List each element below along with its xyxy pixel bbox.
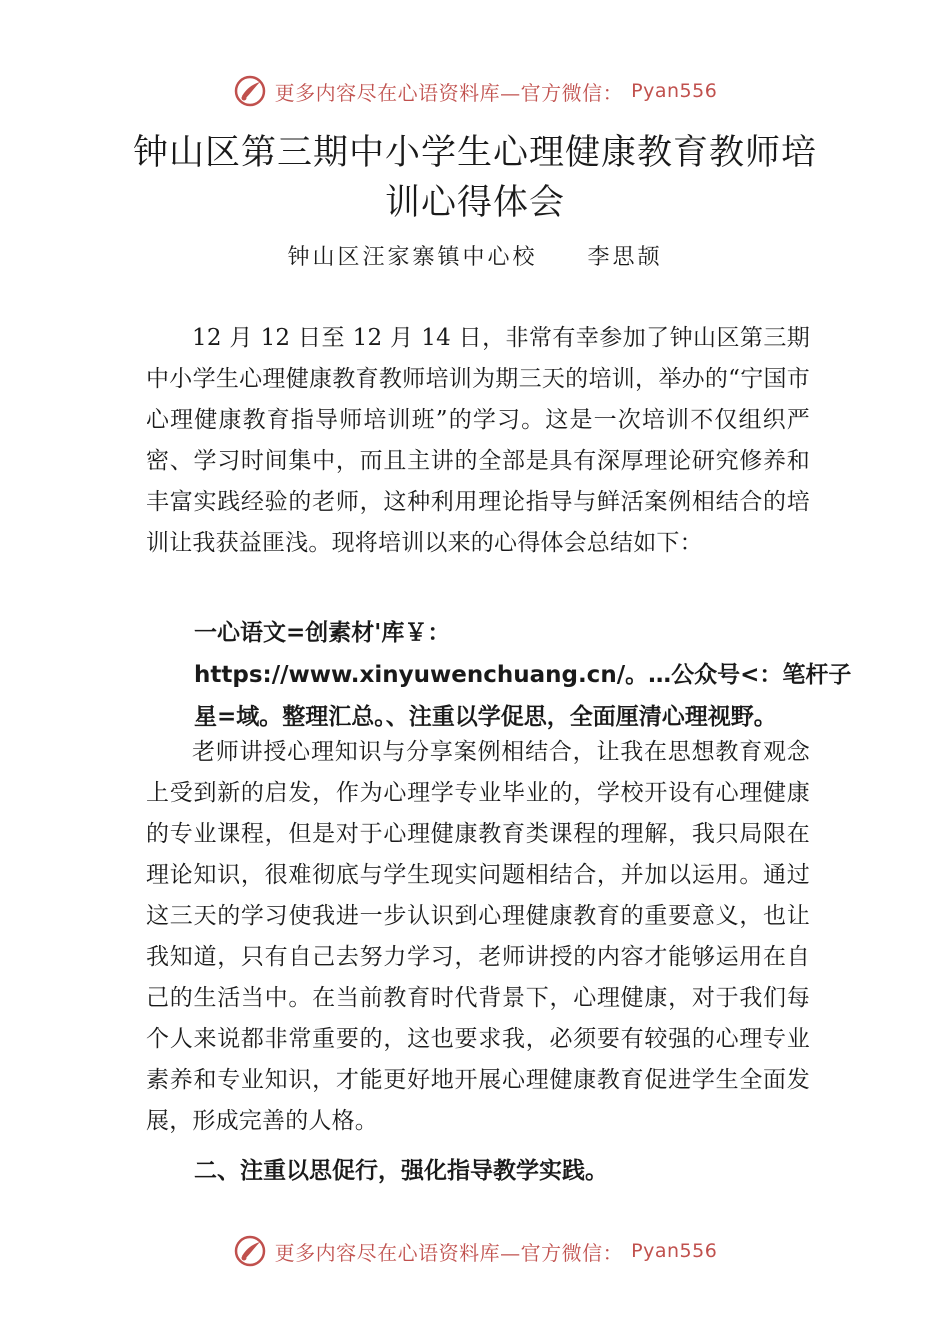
intro-paragraph: 12 月 12 日至 12 月 14 日，非常有幸参加了钟山区第三期中小学生心理健康教育教师培训为期三天的培训，举办的“宁国市心理健康教育指导师培训班”的学习。这是一次培训不仅组织严密、学习时间集中，而且主讲的全部是具有深厚理论研究修养和丰富实践经验的老师，这种利用理论指导与鲜活案例相结合的培训让我获益匪浅。现将培训以来的心得体会总结如下： [146,325,810,556]
section-heading-1: 一心语文=创素材'库￥：https://www.xinyuwenchuang.cn/。…公众号<：笔杆子星=域。整理汇总。、注重以学促思，全面厘清心理视野。 [194,620,852,730]
author-school: 钟山区汪家寨镇中心校 [287,245,538,270]
brush-logo-icon [233,74,267,108]
author-name: 李思颉 [587,245,663,270]
watermark-text: 更多内容尽在心语资料库—官方微信： [274,1240,624,1265]
author-line [0,240,950,271]
watermark-wechat-id: Pyan556 [631,1240,718,1262]
brush-logo-icon [233,1234,267,1268]
document-title: 钟山区第三期中小学生心理健康教育教师培训心得体会 [132,133,817,223]
watermark-header [0,74,950,108]
watermark-footer [0,1234,950,1268]
section-heading-2: 二、注重以思促行，强化指导教学实践。 [194,1158,608,1184]
body-paragraph: 老师讲授心理知识与分享案例相结合，让我在思想教育观念上受到新的启发，作为心理学专业毕业的，学校开设有心理健康的专业课程，但是对于心理健康教育类课程的理解，我只局限在理论知识，很难彻底与学生现实问题相结合，并加以运用。通过这三天的学习使我进一步认识到心理健康教育的重要意义，也让我知道，只有自己去努力学习，老师讲授的内容才能够运用在自己的生活当中。在当前教育时代背景下，心理健康，对于我们每个人来说都非常重要的，这也要求我，必须要有较强的心理专业素养和专业知识，才能更好地开展心理健康教育促进学生全面发展，形成完善的人格。 [146,739,810,1134]
watermark-text: 更多内容尽在心语资料库—官方微信： [274,80,624,105]
watermark-wechat-id: Pyan556 [631,80,718,102]
